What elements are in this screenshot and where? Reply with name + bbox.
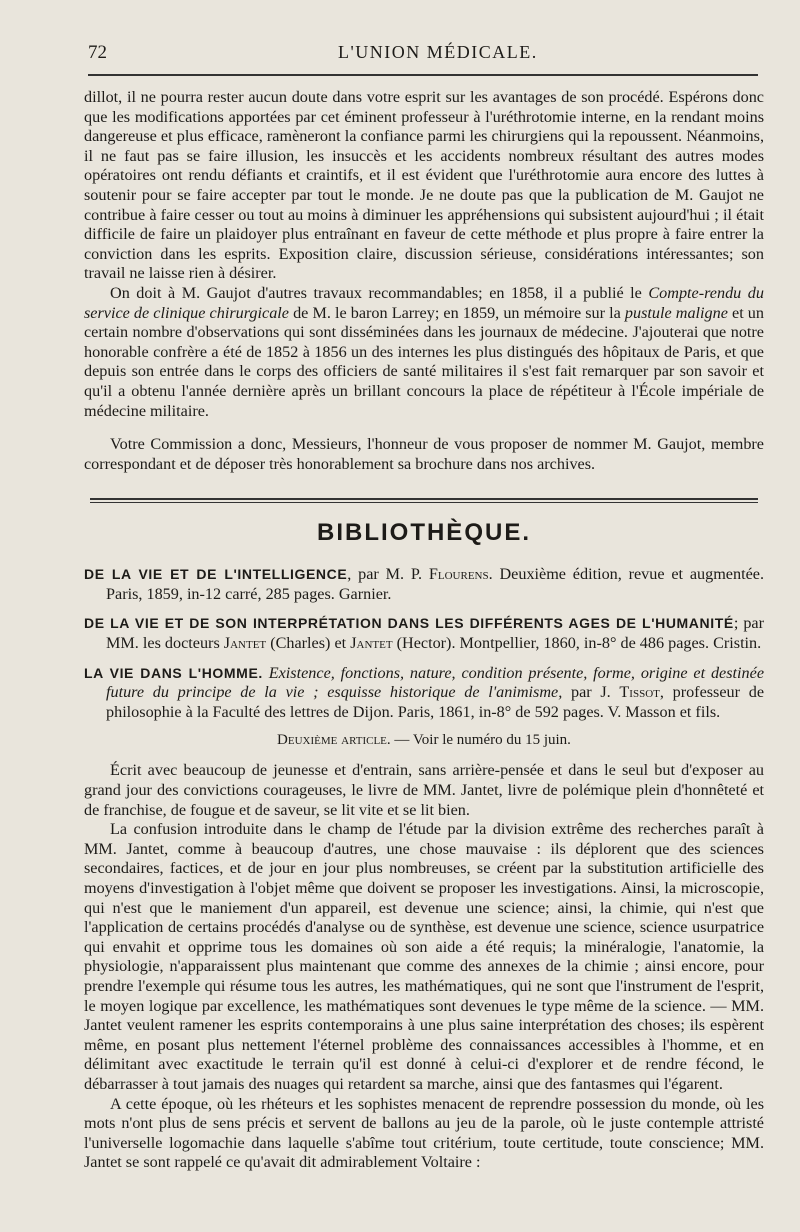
works-text-a: On doit à M. Gaujot d'autres travaux recommandables; en 1858, il a publié le bbox=[110, 283, 649, 302]
page-number: 72 bbox=[88, 42, 107, 63]
article-note-text: — Voir le numéro du 15 juin. bbox=[390, 732, 571, 749]
review-paragraph: Écrit avec beaucoup de jeunesse et d'entrain, sans arrière-pensée et dans le seul but d'exposer au grand jour des convictions courageuses, le livre de MM. Jantet, livre de polémique plein d'honnêteté et de franchise, de fougue et de saveur, se lit vite et se lit bien. bbox=[84, 761, 764, 819]
book-by: par J. bbox=[562, 683, 620, 702]
report-works-paragraph bbox=[84, 284, 764, 421]
book-details: . Deuxième édition, revue et augmentée. Paris, 1859, in-12 carré, 285 pages. Garnier. bbox=[106, 565, 764, 603]
article-note-label: Deuxième article. bbox=[277, 732, 391, 749]
works-text-c: de M. le baron Larrey; en 1859, un mémoire sur la bbox=[288, 303, 625, 322]
section-title: BIBLIOTHÈQUE. bbox=[316, 519, 531, 547]
book-by: , par M. P. bbox=[347, 565, 429, 584]
book-author: Jantet bbox=[223, 634, 267, 653]
report-paragraph: dillot, il ne pourra rester aucun doute dans votre esprit sur les avantages de son procédé. Espérons donc que les modifications apportées par cet éminent professeur à l'uréthrotomie interne, en la rendant moins dangereuse et plus efficace, ramèneront la confiance parmi les chirurgiens qui la repoussent. Néanmoins, il ne faut pas se faire illusion, les insuccès et les accidents nombreux résultant des autres modes opératoires ont rendu défiants et craintifs, et il est évident que l'uréthrotomie aura encore des luttes à soutenir pour se faire accepter par tout le monde. Je ne doute pas que la publication de M. Gaujot ne contribue à faire cesser ou tout au moins à diminuer les appréhensions qui subsistent aujourd'hui ; il était difficile de faire un plaidoyer plus entraînant en faveur de cette méthode et plus propre à faire entrer la conviction dans les esprits. Exposition claire, discussion sérieuse, considérations intéressantes; son travail ne laisse rien à désirer. bbox=[84, 88, 764, 283]
book-entry-1 bbox=[84, 565, 764, 604]
works-title-pustule: pustule maligne bbox=[624, 303, 728, 322]
book-title: DE LA VIE ET DE L'INTELLIGENCE bbox=[84, 566, 348, 583]
running-head: L'UNION MÉDICALE. bbox=[338, 42, 538, 62]
book-details: , professeur de philosophie à la Faculté des lettres de Dijon. Paris, 1861, in-8° de 592 pages. V. Masson et fils. bbox=[106, 683, 765, 721]
report-conclusion: Votre Commission a donc, Messieurs, l'honneur de vous proposer de nommer M. Gaujot, membre correspondant et de déposer très honorablement sa brochure dans nos archives. bbox=[84, 435, 764, 473]
works-text-e: et un certain nombre d'observations qui sont disséminées dans les journaux de médecine. J'ajouterai que notre honorable confrère a été de 1852 à 1856 un des internes les plus distingués des hôpitaux de Paris, et que depuis son entrée dans le corps des officiers de santé militaires il s'est fait remarquer par son savoir et qu'il a obtenu l'année dernière après un brillant concours la place de répétiteur à l'École impériale de médecine militaire. bbox=[84, 303, 764, 420]
page-header bbox=[88, 38, 760, 66]
book-title: DE LA VIE ET DE SON INTERPRÉTATION DANS LES DIFFÉRENTS AGES DE L'HUMANITÉ bbox=[84, 615, 734, 632]
works-title-compte-rendu: Compte-rendu du service de clinique chirurgicale bbox=[84, 283, 764, 322]
section-divider bbox=[90, 498, 758, 503]
book-author: Flourens bbox=[428, 565, 489, 584]
book-author: Jantet bbox=[350, 634, 393, 653]
header-rule bbox=[88, 74, 758, 76]
review-paragraph: A cette époque, où les rhéteurs et les sophistes menacent de reprendre possession du monde, où les mots n'ont plus de sens précis et servent de ballons au jeu de la parole, où le juste contemple attristé l'universelle logomachie dans laquelle s'abîme tout critérium, toute certitude, toute conscience; MM. Jantet se sont rappelé ce qu'avait dit admirablement Voltaire : bbox=[84, 1094, 764, 1172]
review-paragraph: La confusion introduite dans le champ de l'étude par la division extrême des recherches paraît à MM. Jantet, comme à beaucoup d'autres, une chose mauvaise : ils déplorent que des sciences secondaires, factices, et de jour en jour plus nombreuses, se créent par la substitution artificielle des moyens d'investigation à l'objet même que doivent se proposer les investigations. Ainsi, la microscopie, qui n'est que le maniement d'un appareil, est devenue une science; ainsi, la chimie, qui n'est que l'application de certains procédés d'analyse ou de synthèse, est devenue une science, science usurpatrice qui envahit et opprime tous les domaines où son aide a été requis; la minéralogie, l'anatomie, la physiologie, n'apparaissent plus maintenant que comme des annexes de la chimie ; ainsi encore, pour prendre l'exemple qui résume tous les autres, les mathématiques, qui ne sont que l'instrument de l'esprit, le moyen logique par excellence, les mathématiques sont devenues le type même de la science. — MM. Jantet veulent ramener les esprits contemporains à une plus saine interprétation des choses; ils espèrent même, en posant plus nettement l'éternel problème des connaissances accessibles à l'homme, et en délimitant avec exactitude le terrain qu'il est donné à celui-ci d'explorer et de rendre fécond, le débarrasser à tout jamais des nuages qui retardent sa marche, ainsi que des fantasmes qui l'égarent. bbox=[84, 820, 764, 1093]
page-content bbox=[84, 88, 764, 1173]
book-author: Tissot bbox=[619, 683, 660, 702]
book-details: (Hector). Montpellier, 1860, in-8° de 486 pages. Cristin. bbox=[392, 634, 762, 653]
book-details: ; par MM. les docteurs bbox=[106, 614, 764, 653]
book-details: (Charles) et bbox=[266, 634, 351, 653]
book-subtitle: Existence, fonctions, nature, condition présente, forme, origine et destinée future du principe de la vie ; esquisse historique de l'animisme, bbox=[106, 663, 764, 702]
book-entry-3 bbox=[84, 664, 764, 723]
book-entry-2 bbox=[84, 614, 764, 653]
article-note bbox=[84, 732, 764, 749]
book-title: LA VIE DANS L'HOMME. bbox=[84, 664, 263, 681]
